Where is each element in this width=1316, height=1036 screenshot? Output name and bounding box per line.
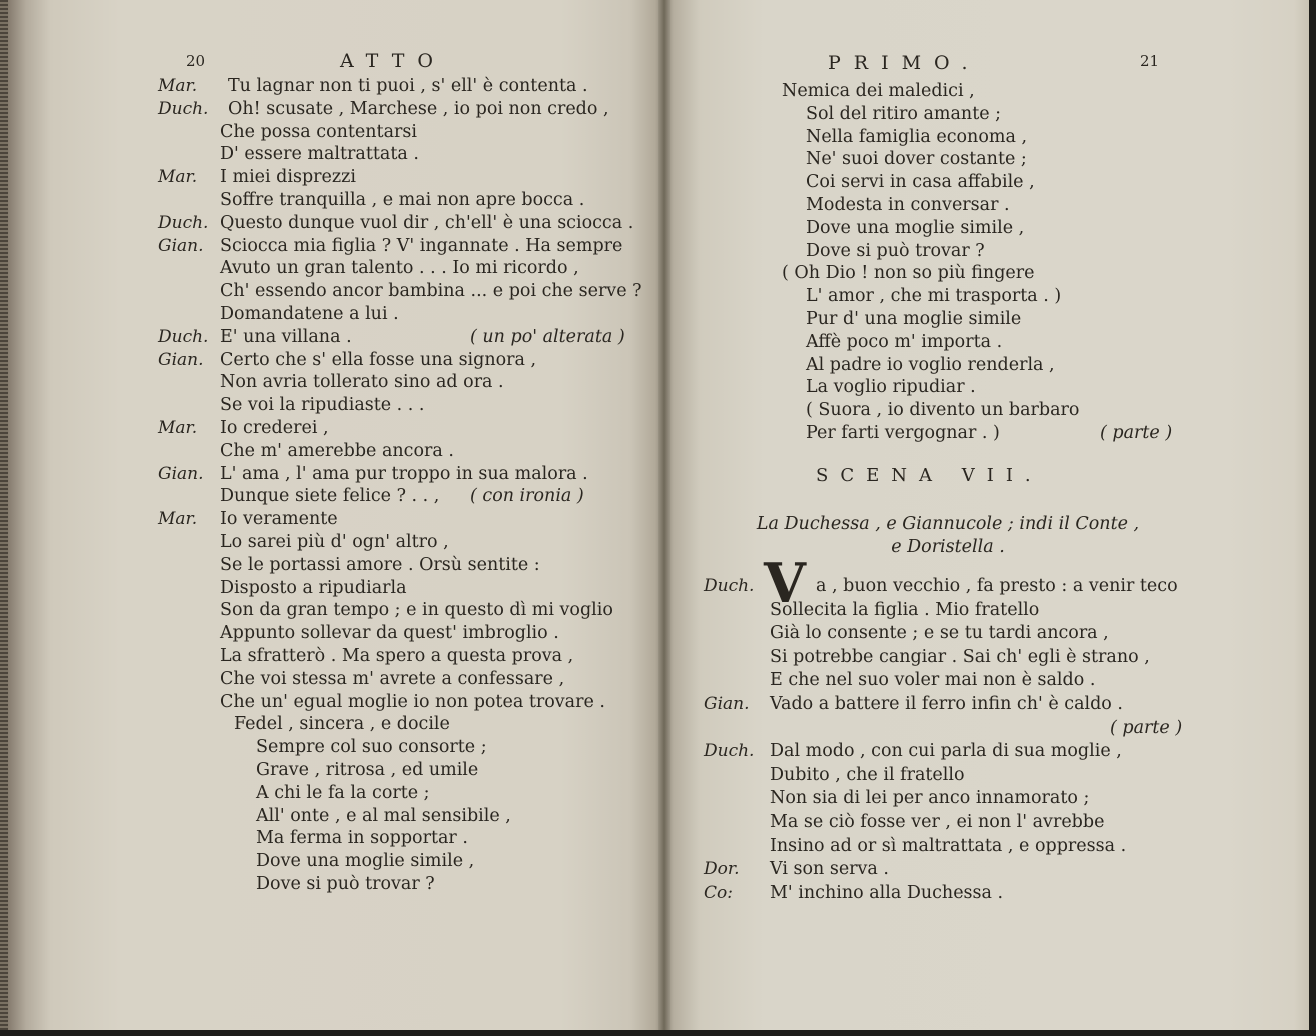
verse-line: Soffre tranquilla , e mai non apre bocca .	[220, 190, 585, 210]
verse-line: Ch' essendo ancor bambina ... e poi che serve ?	[220, 281, 642, 302]
verse-line: Non avria tollerato sino ad ora .	[220, 372, 504, 393]
verse-line: A chi le fa la corte ;	[256, 782, 430, 803]
verse-line: Vi son serva .	[770, 859, 889, 880]
speaker-label: Gian.	[704, 694, 750, 714]
verse-line: Io veramente	[220, 509, 338, 530]
verse-line: Sol del ritiro amante ;	[806, 103, 1002, 124]
verse-line: Se voi la ripudiaste . . .	[220, 395, 425, 416]
verse-line: Ma se ciò fosse ver , ei non l' avrebbe	[770, 812, 1105, 832]
verse-line: Modesta in conversar .	[806, 195, 1010, 215]
drop-cap: V	[764, 551, 806, 615]
speaker-label: Duch.	[158, 326, 209, 347]
speaker-label: Dor.	[704, 859, 740, 880]
right-running-head: PRIMO.	[828, 52, 981, 74]
scene-title: SCENA VII.	[816, 465, 1043, 486]
verse-line: Per farti vergognar . )	[806, 423, 1000, 443]
verse-line: Affè poco m' importa .	[806, 331, 1003, 352]
verse-line: Sciocca mia figlia ? V' ingannate . Ha sempre	[220, 235, 623, 256]
verse-line: L' amor , che mi trasporta . )	[806, 286, 1062, 307]
verse-line: Dunque siete felice ? . . ,	[220, 486, 440, 507]
verse-line: D' essere maltrattata .	[220, 144, 419, 165]
speaker-label: Duch.	[704, 741, 755, 762]
verse-line: Sollecita la figlia . Mio fratello	[770, 599, 1040, 620]
verse-line: Ne' suoi dover costante ;	[806, 149, 1027, 170]
speaker-label: Mar.	[158, 76, 198, 96]
right-page-number: 21	[1140, 52, 1160, 70]
verse-line: Nella famiglia economa ,	[806, 126, 1028, 147]
verse-line: E che nel suo voler mai non è saldo .	[770, 670, 1096, 691]
verse-line: Domandatene a lui .	[220, 304, 399, 324]
left-page-number: 20	[186, 52, 206, 70]
verse-line: Dove si può trovar ?	[806, 240, 985, 261]
verse-line: Grave , ritrosa , ed umile	[256, 760, 479, 780]
verse-line: E' una villana .	[220, 326, 352, 347]
verse-line: Al padre io voglio renderla ,	[806, 354, 1055, 375]
scene-cast-line-1: La Duchessa , e Giannucole ; indi il Conte ,	[756, 514, 1140, 534]
scene-cast-line-2: e Doristella .	[891, 537, 1005, 557]
stage-direction: ( un po' alterata )	[470, 326, 625, 347]
speaker-label: Mar.	[158, 418, 198, 438]
verse-line: a , buon vecchio , fa presto : a venir teco	[816, 576, 1178, 596]
speaker-label: Duch.	[158, 98, 209, 119]
speaker-label: Co:	[704, 882, 733, 903]
verse-line: Oh! scusate , Marchese , io poi non credo ,	[228, 98, 609, 119]
verse-line: Dubito , che il fratello	[770, 764, 965, 785]
speaker-label: Duch.	[704, 576, 755, 596]
page-edge	[0, 0, 8, 1030]
verse-line: All' onte , e al mal sensibile ,	[256, 805, 511, 826]
verse-line: Dove una moglie simile ,	[806, 217, 1025, 238]
verse-line: Dove si può trovar ?	[256, 874, 435, 894]
verse-line: Nemica dei maledici ,	[782, 81, 975, 101]
verse-line: Che m' amerebbe ancora .	[220, 440, 454, 461]
verse-line: Dal modo , con cui parla di sua moglie ,	[770, 741, 1122, 762]
verse-line: Vado a battere il ferro infin ch' è caldo .	[770, 694, 1123, 714]
verse-line: Insino ad or sì maltrattata , e oppressa .	[770, 835, 1127, 856]
verse-line: Questo dunque vuol dir , ch'ell' è una sciocca .	[220, 212, 634, 233]
verse-line: Si potrebbe cangiar . Sai ch' egli è strano ,	[770, 646, 1150, 667]
verse-line: ( Oh Dio ! non so più fingere	[782, 263, 1035, 284]
verse-line: Dove una moglie simile ,	[256, 851, 475, 872]
speaker-label: Mar.	[158, 167, 198, 188]
verse-line: La sfratterò . Ma spero a questa prova ,	[220, 646, 574, 666]
speaker-label: Gian.	[158, 235, 204, 256]
verse-line: Che voi stessa m' avrete a confessare ,	[220, 668, 565, 689]
verse-line: Io crederei ,	[220, 418, 329, 438]
verse-line: La voglio ripudiar .	[806, 377, 976, 398]
verse-line: L' ama , l' ama pur troppo in sua malora .	[220, 463, 588, 484]
verse-line: Ma ferma in sopportar .	[256, 828, 468, 849]
verse-line: Tu lagnar non ti puoi , s' ell' è contenta .	[228, 76, 588, 96]
verse-line: Coi servi in casa affabile ,	[806, 172, 1035, 193]
verse-line: Non sia di lei per anco innamorato ;	[770, 788, 1090, 809]
verse-line: Sempre col suo consorte ;	[256, 737, 487, 758]
speaker-label: Gian.	[158, 349, 204, 370]
verse-line: M' inchino alla Duchessa .	[770, 882, 1004, 903]
speaker-label: Duch.	[158, 212, 209, 233]
verse-line: Già lo consente ; e se tu tardi ancora ,	[770, 623, 1109, 644]
verse-line: Appunto sollevar da quest' imbroglio .	[220, 623, 559, 644]
stage-direction: ( con ironia )	[470, 486, 584, 507]
speaker-label: Mar.	[158, 509, 198, 530]
left-running-head: ATTO	[340, 50, 446, 72]
verse-line: Avuto un gran talento . . . Io mi ricordo ,	[220, 258, 579, 279]
speaker-label: Gian.	[158, 463, 204, 484]
stage-direction: ( parte )	[1100, 423, 1173, 443]
verse-line: Lo sarei più d' ogn' altro ,	[220, 532, 449, 552]
verse-line: Certo che s' ella fosse una signora ,	[220, 349, 537, 370]
verse-line: Che un' egual moglie io non potea trovare .	[220, 691, 605, 712]
verse-line: Disposto a ripudiarla	[220, 577, 407, 598]
verse-line: Son da gran tempo ; e in questo dì mi voglio	[220, 600, 613, 621]
verse-line: Pur d' una moglie simile	[806, 309, 1022, 329]
verse-line: I miei disprezzi	[220, 167, 356, 188]
stage-direction: ( parte )	[1110, 717, 1183, 738]
verse-line: ( Suora , io divento un barbaro	[806, 400, 1080, 421]
verse-line: Se le portassi amore . Orsù sentite :	[220, 554, 540, 575]
verse-line: Fedel , sincera , e docile	[234, 714, 450, 735]
verse-line: Che possa contentarsi	[220, 121, 417, 142]
